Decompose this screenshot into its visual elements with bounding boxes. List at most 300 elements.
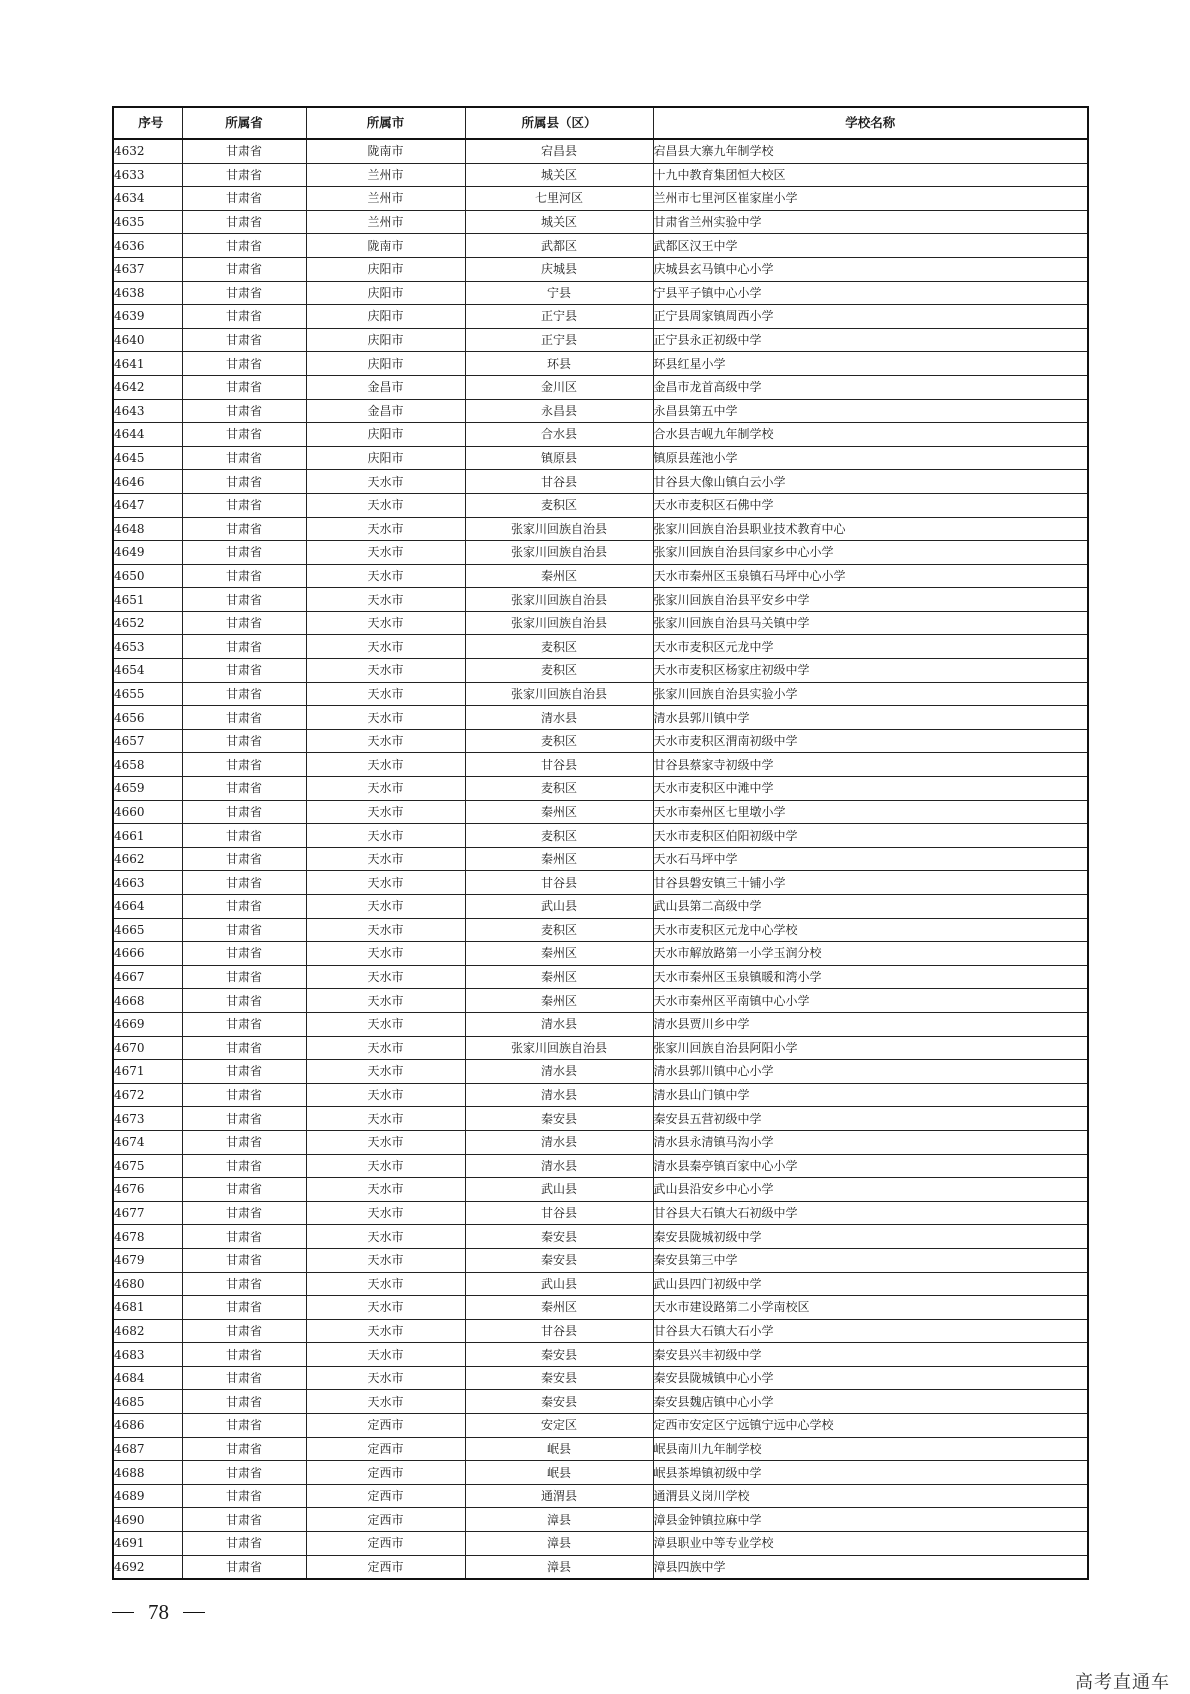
table-row (113, 753, 1088, 777)
cell-school-name: 天水市麦积区元龙中学 (653, 635, 1088, 659)
table-row (113, 989, 1088, 1013)
cell-city: 天水市 (306, 942, 465, 966)
cell-school-name: 张家川回族自治县职业技术教育中心 (653, 517, 1088, 541)
cell-school-name: 张家川回族自治县平安乡中学 (653, 588, 1088, 612)
cell-serial-number: 4664 (113, 895, 182, 919)
cell-county: 甘谷县 (465, 1319, 653, 1343)
cell-city: 天水市 (306, 611, 465, 635)
cell-school-name: 天水市解放路第一小学玉润分校 (653, 942, 1088, 966)
table-row (113, 305, 1088, 329)
cell-serial-number: 4639 (113, 305, 182, 329)
cell-province: 甘肃省 (182, 281, 306, 305)
cell-serial-number: 4684 (113, 1366, 182, 1390)
cell-county: 甘谷县 (465, 1201, 653, 1225)
cell-city: 天水市 (306, 1390, 465, 1414)
cell-county: 麦积区 (465, 918, 653, 942)
cell-school-name: 甘谷县大石镇大石小学 (653, 1319, 1088, 1343)
cell-county: 秦州区 (465, 989, 653, 1013)
cell-county: 环县 (465, 352, 653, 376)
cell-county: 秦安县 (465, 1390, 653, 1414)
table-row (113, 1083, 1088, 1107)
cell-serial-number: 4689 (113, 1484, 182, 1508)
cell-school-name: 天水市麦积区伯阳初级中学 (653, 824, 1088, 848)
cell-school-name: 合水县吉岘九年制学校 (653, 423, 1088, 447)
cell-city: 天水市 (306, 541, 465, 565)
cell-serial-number: 4686 (113, 1414, 182, 1438)
cell-serial-number: 4666 (113, 942, 182, 966)
cell-school-name: 张家川回族自治县马关镇中学 (653, 611, 1088, 635)
cell-school-name: 武山县四门初级中学 (653, 1272, 1088, 1296)
cell-school-name: 秦安县五营初级中学 (653, 1107, 1088, 1131)
cell-province: 甘肃省 (182, 1060, 306, 1084)
cell-province: 甘肃省 (182, 800, 306, 824)
cell-county: 张家川回族自治县 (465, 611, 653, 635)
table-row (113, 210, 1088, 234)
cell-county: 城关区 (465, 210, 653, 234)
cell-city: 定西市 (306, 1484, 465, 1508)
cell-school-name: 甘谷县磐安镇三十铺小学 (653, 871, 1088, 895)
cell-city: 天水市 (306, 706, 465, 730)
cell-school-name: 张家川回族自治县实验小学 (653, 682, 1088, 706)
cell-county: 合水县 (465, 423, 653, 447)
table-row (113, 399, 1088, 423)
cell-county: 漳县 (465, 1532, 653, 1556)
cell-school-name: 天水石马坪中学 (653, 847, 1088, 871)
cell-school-name: 武都区汉王中学 (653, 234, 1088, 258)
cell-province: 甘肃省 (182, 824, 306, 848)
cell-city: 天水市 (306, 564, 465, 588)
cell-county: 麦积区 (465, 659, 653, 683)
cell-serial-number: 4681 (113, 1296, 182, 1320)
table-row (113, 965, 1088, 989)
cell-serial-number: 4646 (113, 470, 182, 494)
cell-province: 甘肃省 (182, 1012, 306, 1036)
cell-serial-number: 4642 (113, 375, 182, 399)
cell-city: 庆阳市 (306, 446, 465, 470)
cell-school-name: 岷县南川九年制学校 (653, 1437, 1088, 1461)
cell-school-name: 清水县贾川乡中学 (653, 1012, 1088, 1036)
cell-province: 甘肃省 (182, 423, 306, 447)
cell-serial-number: 4649 (113, 541, 182, 565)
cell-county: 秦州区 (465, 564, 653, 588)
table-row (113, 1508, 1088, 1532)
cell-province: 甘肃省 (182, 1366, 306, 1390)
cell-county: 清水县 (465, 1154, 653, 1178)
cell-province: 甘肃省 (182, 942, 306, 966)
table-row (113, 541, 1088, 565)
page-number: 78 (148, 1599, 169, 1624)
cell-city: 天水市 (306, 800, 465, 824)
table-row (113, 493, 1088, 517)
cell-county: 麦积区 (465, 493, 653, 517)
cell-city: 定西市 (306, 1532, 465, 1556)
cell-county: 永昌县 (465, 399, 653, 423)
cell-province: 甘肃省 (182, 682, 306, 706)
cell-serial-number: 4671 (113, 1060, 182, 1084)
table-row (113, 352, 1088, 376)
cell-serial-number: 4645 (113, 446, 182, 470)
cell-school-name: 甘肃省兰州实验中学 (653, 210, 1088, 234)
cell-school-name: 清水县郭川镇中心小学 (653, 1060, 1088, 1084)
cell-serial-number: 4634 (113, 187, 182, 211)
cell-province: 甘肃省 (182, 588, 306, 612)
table-row (113, 517, 1088, 541)
cell-serial-number: 4647 (113, 493, 182, 517)
cell-county: 张家川回族自治县 (465, 517, 653, 541)
cell-school-name: 清水县永清镇马沟小学 (653, 1130, 1088, 1154)
cell-serial-number: 4648 (113, 517, 182, 541)
cell-school-name: 天水市秦州区玉泉镇暖和湾小学 (653, 965, 1088, 989)
cell-province: 甘肃省 (182, 305, 306, 329)
cell-serial-number: 4660 (113, 800, 182, 824)
cell-city: 天水市 (306, 753, 465, 777)
cell-school-name: 张家川回族自治县阿阳小学 (653, 1036, 1088, 1060)
cell-city: 天水市 (306, 1225, 465, 1249)
cell-serial-number: 4643 (113, 399, 182, 423)
cell-school-name: 秦安县陇城镇中心小学 (653, 1366, 1088, 1390)
cell-province: 甘肃省 (182, 328, 306, 352)
table-row (113, 1343, 1088, 1367)
table-row (113, 611, 1088, 635)
cell-city: 天水市 (306, 871, 465, 895)
cell-serial-number: 4691 (113, 1532, 182, 1556)
cell-city: 天水市 (306, 1201, 465, 1225)
cell-school-name: 天水市秦州区玉泉镇石马坪中心小学 (653, 564, 1088, 588)
cell-province: 甘肃省 (182, 1343, 306, 1367)
cell-county: 武都区 (465, 234, 653, 258)
cell-county: 漳县 (465, 1508, 653, 1532)
table-row (113, 257, 1088, 281)
cell-county: 张家川回族自治县 (465, 1036, 653, 1060)
cell-city: 天水市 (306, 588, 465, 612)
cell-school-name: 十九中教育集团恒大校区 (653, 163, 1088, 187)
cell-province: 甘肃省 (182, 163, 306, 187)
cell-province: 甘肃省 (182, 847, 306, 871)
cell-county: 秦安县 (465, 1343, 653, 1367)
cell-serial-number: 4670 (113, 1036, 182, 1060)
cell-city: 天水市 (306, 777, 465, 801)
cell-serial-number: 4667 (113, 965, 182, 989)
cell-county: 七里河区 (465, 187, 653, 211)
cell-school-name: 天水市麦积区杨家庄初级中学 (653, 659, 1088, 683)
table-row (113, 1532, 1088, 1556)
cell-school-name: 张家川回族自治县闫家乡中心小学 (653, 541, 1088, 565)
header-county: 所属县（区） (465, 107, 653, 139)
cell-city: 天水市 (306, 965, 465, 989)
table-header-row (113, 107, 1088, 139)
cell-school-name: 秦安县魏店镇中心小学 (653, 1390, 1088, 1414)
cell-county: 岷县 (465, 1437, 653, 1461)
cell-province: 甘肃省 (182, 1178, 306, 1202)
cell-school-name: 定西市安定区宁远镇宁远中心学校 (653, 1414, 1088, 1438)
cell-province: 甘肃省 (182, 1484, 306, 1508)
cell-province: 甘肃省 (182, 989, 306, 1013)
cell-province: 甘肃省 (182, 1532, 306, 1556)
cell-province: 甘肃省 (182, 187, 306, 211)
cell-city: 庆阳市 (306, 352, 465, 376)
table-row (113, 871, 1088, 895)
cell-serial-number: 4654 (113, 659, 182, 683)
cell-province: 甘肃省 (182, 1296, 306, 1320)
table-body (113, 139, 1088, 1579)
cell-serial-number: 4640 (113, 328, 182, 352)
cell-city: 庆阳市 (306, 423, 465, 447)
cell-province: 甘肃省 (182, 210, 306, 234)
cell-city: 天水市 (306, 1319, 465, 1343)
cell-school-name: 天水市麦积区石佛中学 (653, 493, 1088, 517)
cell-city: 天水市 (306, 1178, 465, 1202)
cell-county: 武山县 (465, 1272, 653, 1296)
cell-serial-number: 4652 (113, 611, 182, 635)
cell-county: 清水县 (465, 1130, 653, 1154)
cell-school-name: 清水县秦亭镇百家中心小学 (653, 1154, 1088, 1178)
cell-city: 兰州市 (306, 163, 465, 187)
table-row (113, 375, 1088, 399)
cell-city: 天水市 (306, 1107, 465, 1131)
cell-serial-number: 4680 (113, 1272, 182, 1296)
cell-province: 甘肃省 (182, 611, 306, 635)
table-row (113, 777, 1088, 801)
table-row (113, 1036, 1088, 1060)
footer-dash-left (112, 1612, 134, 1613)
cell-county: 张家川回族自治县 (465, 541, 653, 565)
table-row (113, 1178, 1088, 1202)
table-row (113, 446, 1088, 470)
cell-school-name: 秦安县第三中学 (653, 1248, 1088, 1272)
cell-province: 甘肃省 (182, 1390, 306, 1414)
cell-county: 宁县 (465, 281, 653, 305)
table-row (113, 1225, 1088, 1249)
cell-school-name: 漳县四族中学 (653, 1555, 1088, 1579)
cell-province: 甘肃省 (182, 895, 306, 919)
cell-school-name: 正宁县周家镇周西小学 (653, 305, 1088, 329)
cell-school-name: 甘谷县蔡家寺初级中学 (653, 753, 1088, 777)
cell-province: 甘肃省 (182, 777, 306, 801)
cell-county: 武山县 (465, 1178, 653, 1202)
table-row (113, 1201, 1088, 1225)
cell-county: 麦积区 (465, 824, 653, 848)
cell-serial-number: 4653 (113, 635, 182, 659)
table-row (113, 588, 1088, 612)
cell-serial-number: 4636 (113, 234, 182, 258)
cell-province: 甘肃省 (182, 1225, 306, 1249)
cell-city: 兰州市 (306, 210, 465, 234)
cell-serial-number: 4663 (113, 871, 182, 895)
cell-school-name: 天水市麦积区元龙中心学校 (653, 918, 1088, 942)
cell-province: 甘肃省 (182, 706, 306, 730)
cell-county: 秦州区 (465, 800, 653, 824)
cell-city: 庆阳市 (306, 281, 465, 305)
cell-province: 甘肃省 (182, 470, 306, 494)
school-list-table (112, 106, 1089, 1580)
cell-province: 甘肃省 (182, 1508, 306, 1532)
cell-province: 甘肃省 (182, 1083, 306, 1107)
cell-province: 甘肃省 (182, 1461, 306, 1485)
table-row (113, 234, 1088, 258)
cell-county: 武山县 (465, 895, 653, 919)
cell-serial-number: 4657 (113, 729, 182, 753)
cell-city: 天水市 (306, 1060, 465, 1084)
cell-school-name: 庆城县玄马镇中心小学 (653, 257, 1088, 281)
cell-province: 甘肃省 (182, 399, 306, 423)
cell-county: 镇原县 (465, 446, 653, 470)
table-row (113, 1437, 1088, 1461)
cell-school-name: 天水市秦州区七里墩小学 (653, 800, 1088, 824)
table-row (113, 1390, 1088, 1414)
cell-serial-number: 4659 (113, 777, 182, 801)
cell-city: 定西市 (306, 1461, 465, 1485)
cell-county: 秦州区 (465, 847, 653, 871)
table-row (113, 659, 1088, 683)
table-row (113, 1272, 1088, 1296)
cell-serial-number: 4632 (113, 139, 182, 163)
cell-province: 甘肃省 (182, 918, 306, 942)
school-list-table-container (112, 106, 1087, 1580)
cell-county: 秦州区 (465, 942, 653, 966)
cell-city: 天水市 (306, 1366, 465, 1390)
cell-province: 甘肃省 (182, 1248, 306, 1272)
cell-city: 天水市 (306, 824, 465, 848)
cell-city: 天水市 (306, 918, 465, 942)
cell-city: 兰州市 (306, 187, 465, 211)
cell-city: 天水市 (306, 989, 465, 1013)
cell-province: 甘肃省 (182, 1107, 306, 1131)
cell-city: 金昌市 (306, 399, 465, 423)
cell-province: 甘肃省 (182, 1319, 306, 1343)
cell-school-name: 天水市秦州区平南镇中心小学 (653, 989, 1088, 1013)
cell-city: 陇南市 (306, 139, 465, 163)
cell-school-name: 武山县沿安乡中心小学 (653, 1178, 1088, 1202)
cell-city: 定西市 (306, 1437, 465, 1461)
cell-city: 陇南市 (306, 234, 465, 258)
cell-city: 天水市 (306, 659, 465, 683)
cell-school-name: 漳县金钟镇拉麻中学 (653, 1508, 1088, 1532)
cell-city: 定西市 (306, 1414, 465, 1438)
cell-school-name: 岷县茶埠镇初级中学 (653, 1461, 1088, 1485)
table-row (113, 1060, 1088, 1084)
cell-county: 张家川回族自治县 (465, 682, 653, 706)
table-row (113, 1012, 1088, 1036)
table-row (113, 281, 1088, 305)
cell-serial-number: 4637 (113, 257, 182, 281)
table-row (113, 1484, 1088, 1508)
table-row (113, 800, 1088, 824)
cell-province: 甘肃省 (182, 446, 306, 470)
cell-city: 天水市 (306, 1296, 465, 1320)
page-footer (112, 1599, 205, 1625)
header-serial-number: 序号 (113, 107, 182, 139)
cell-city: 天水市 (306, 1248, 465, 1272)
cell-province: 甘肃省 (182, 375, 306, 399)
cell-serial-number: 4658 (113, 753, 182, 777)
cell-county: 正宁县 (465, 328, 653, 352)
cell-county: 秦州区 (465, 1296, 653, 1320)
cell-county: 漳县 (465, 1555, 653, 1579)
cell-city: 天水市 (306, 1154, 465, 1178)
cell-province: 甘肃省 (182, 1437, 306, 1461)
cell-county: 清水县 (465, 1083, 653, 1107)
cell-school-name: 宁县平子镇中心小学 (653, 281, 1088, 305)
cell-city: 天水市 (306, 1036, 465, 1060)
cell-school-name: 宕昌县大寨九年制学校 (653, 139, 1088, 163)
cell-serial-number: 4678 (113, 1225, 182, 1249)
cell-province: 甘肃省 (182, 352, 306, 376)
table-row (113, 1248, 1088, 1272)
cell-serial-number: 4665 (113, 918, 182, 942)
cell-city: 天水市 (306, 1083, 465, 1107)
cell-city: 天水市 (306, 470, 465, 494)
cell-county: 庆城县 (465, 257, 653, 281)
cell-county: 甘谷县 (465, 470, 653, 494)
cell-county: 麦积区 (465, 777, 653, 801)
cell-county: 清水县 (465, 706, 653, 730)
table-row (113, 328, 1088, 352)
cell-province: 甘肃省 (182, 1130, 306, 1154)
cell-city: 定西市 (306, 1508, 465, 1532)
cell-city: 定西市 (306, 1555, 465, 1579)
cell-serial-number: 4687 (113, 1437, 182, 1461)
cell-county: 甘谷县 (465, 871, 653, 895)
table-row (113, 1130, 1088, 1154)
table-row (113, 1555, 1088, 1579)
cell-serial-number: 4690 (113, 1508, 182, 1532)
table-row (113, 1154, 1088, 1178)
cell-county: 麦积区 (465, 729, 653, 753)
cell-serial-number: 4668 (113, 989, 182, 1013)
cell-serial-number: 4685 (113, 1390, 182, 1414)
table-row (113, 1107, 1088, 1131)
cell-province: 甘肃省 (182, 753, 306, 777)
cell-city: 天水市 (306, 1272, 465, 1296)
cell-serial-number: 4650 (113, 564, 182, 588)
cell-serial-number: 4638 (113, 281, 182, 305)
cell-serial-number: 4676 (113, 1178, 182, 1202)
cell-province: 甘肃省 (182, 1414, 306, 1438)
table-row (113, 824, 1088, 848)
cell-county: 甘谷县 (465, 753, 653, 777)
cell-city: 庆阳市 (306, 257, 465, 281)
cell-county: 通渭县 (465, 1484, 653, 1508)
cell-serial-number: 4673 (113, 1107, 182, 1131)
cell-city: 天水市 (306, 493, 465, 517)
cell-serial-number: 4633 (113, 163, 182, 187)
cell-county: 金川区 (465, 375, 653, 399)
cell-serial-number: 4682 (113, 1319, 182, 1343)
cell-city: 天水市 (306, 847, 465, 871)
cell-province: 甘肃省 (182, 1154, 306, 1178)
cell-city: 天水市 (306, 682, 465, 706)
cell-serial-number: 4674 (113, 1130, 182, 1154)
cell-city: 天水市 (306, 635, 465, 659)
table-row (113, 729, 1088, 753)
cell-school-name: 永昌县第五中学 (653, 399, 1088, 423)
cell-county: 麦积区 (465, 635, 653, 659)
cell-school-name: 天水市建设路第二小学南校区 (653, 1296, 1088, 1320)
cell-province: 甘肃省 (182, 1555, 306, 1579)
cell-province: 甘肃省 (182, 564, 306, 588)
cell-serial-number: 4644 (113, 423, 182, 447)
cell-serial-number: 4692 (113, 1555, 182, 1579)
cell-school-name: 兰州市七里河区崔家崖小学 (653, 187, 1088, 211)
cell-province: 甘肃省 (182, 493, 306, 517)
cell-city: 天水市 (306, 1343, 465, 1367)
cell-province: 甘肃省 (182, 871, 306, 895)
cell-province: 甘肃省 (182, 517, 306, 541)
table-row (113, 847, 1088, 871)
table-row (113, 1414, 1088, 1438)
cell-county: 秦安县 (465, 1366, 653, 1390)
cell-serial-number: 4662 (113, 847, 182, 871)
